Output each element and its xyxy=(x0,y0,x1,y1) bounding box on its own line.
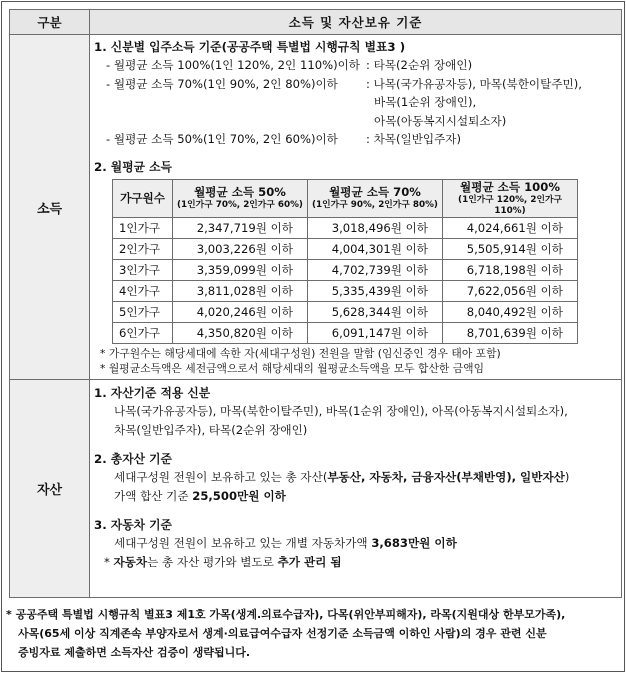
income-criteria-group-line: : 나목(국가유공자등), 마목(북한이탈주민), xyxy=(366,76,582,91)
income-note: * 월평균소득액은 세전금액으로서 해당세대의 월평균소득액을 모두 합산한 금액임 xyxy=(100,361,485,375)
income-table-header-sublabel: (1인가구 70%, 2인가구 60%) xyxy=(177,200,303,210)
income-criteria-group-line: : 타목(2순위 장애인) xyxy=(366,58,473,72)
household-size-cell: 2인가구 xyxy=(113,238,173,259)
income-category: 소득 xyxy=(10,35,90,380)
income-criteria-groups xyxy=(366,75,582,131)
income-limit-cell: 3,811,028원 이하 xyxy=(173,280,308,301)
asset-content xyxy=(90,380,622,598)
income-limit-cell: 3,003,226원 이하 xyxy=(173,238,308,259)
household-size-cell: 4인가구 xyxy=(113,280,173,301)
income-limit-cell: 5,505,914원 이하 xyxy=(443,238,578,259)
asset-section2-title: 2. 총자산 기준 xyxy=(94,452,172,466)
income-table-header-label: 가구원수 xyxy=(120,190,165,205)
income-limit-cell: 4,350,820원 이하 xyxy=(173,322,308,343)
income-limit-cell: 4,004,301원 이하 xyxy=(308,238,443,259)
criteria-table xyxy=(9,9,622,598)
income-limit-cell: 8,701,639원 이하 xyxy=(443,322,578,343)
income-table-header-sublabel: (1인가구 90%, 2인가구 80%) xyxy=(312,200,438,210)
income-limit-cell: 4,024,661원 이하 xyxy=(443,217,578,238)
income-criteria-row xyxy=(94,75,615,131)
document-page xyxy=(1,1,625,672)
income-criteria-groups xyxy=(366,56,472,75)
income-limit-cell: 3,359,099원 이하 xyxy=(173,259,308,280)
asset-s2-line2: 가액 합산 기준 25,500만원 이하 xyxy=(114,488,286,503)
asset-s3-note: * 자동차는 총 자산 평가와 별도로 추가 관리 됨 xyxy=(104,554,342,569)
income-criteria-group-line: 바목(1순위 장애인), xyxy=(374,95,477,109)
income-criteria-threshold: - 월평균 소득 70%(1인 90%, 2인 80%)이하 xyxy=(106,76,338,91)
table-row xyxy=(113,280,578,301)
income-table-header-label: 월평균 소득 100% xyxy=(460,179,560,194)
income-criteria-list xyxy=(94,56,615,149)
income-note: * 가구원수는 해당세대에 속한 자(세대구성원) 전원을 말함 (임신중인 경우 태아 포함) xyxy=(100,346,501,360)
income-table-header xyxy=(113,179,173,217)
income-section1-title: 1. 신분별 입주소득 기준(공공주택 특별법 시행규칙 별표3 ) xyxy=(94,40,406,54)
income-limit-cell: 5,335,439원 이하 xyxy=(308,280,443,301)
income-table-header xyxy=(443,179,578,217)
income-limit-cell: 6,091,147원 이하 xyxy=(308,322,443,343)
household-size-cell: 6인가구 xyxy=(113,322,173,343)
asset-s3-line1: 세대구성원 전원이 보유하고 있는 개별 자동차가액 3,683만원 이하 xyxy=(114,536,457,550)
income-table-header-label: 월평균 소득 50% xyxy=(194,185,286,199)
table-row xyxy=(113,217,578,238)
income-criteria-group-line: 아목(아동복지시설퇴소자) xyxy=(374,113,507,128)
table-row xyxy=(113,238,578,259)
income-limit-cell: 2,347,719원 이하 xyxy=(173,217,308,238)
asset-s1-line: 나목(국가유공자등), 마목(북한이탈주민), 바목(1순위 장애인), 아목(아동복지시설퇴소자), xyxy=(114,404,568,418)
income-limit-cell: 7,622,056원 이하 xyxy=(443,280,578,301)
income-limit-cell: 5,628,344원 이하 xyxy=(308,301,443,322)
footer-line: 사목(65세 이상 직계존속 부양자로서 생계·의료급여수급자 선정기준 소득금액 이하인 사람)의 경우 관련 신분 xyxy=(18,627,547,640)
income-table-header-label: 월평균 소득 70% xyxy=(329,185,421,199)
asset-s1-line: 차목(일반입주자), 타목(2순위 장애인) xyxy=(114,422,308,437)
income-criteria-groups xyxy=(366,130,461,149)
asset-s2-line1: 세대구성원 전원이 보유하고 있는 총 자산(부동산, 자동차, 금융자산(부채반영), 일반자산) xyxy=(114,470,570,484)
footer-note xyxy=(6,605,620,662)
income-criteria-row xyxy=(94,130,615,149)
income-criteria-group-line: : 차목(일반입주자) xyxy=(366,132,462,146)
table-row xyxy=(113,259,578,280)
income-limit-cell: 6,718,198원 이하 xyxy=(443,259,578,280)
income-table-header-sublabel: (1인가구 120%, 2인가구 110%) xyxy=(458,194,562,216)
income-limit-cell: 4,020,246원 이하 xyxy=(173,301,308,322)
income-notes xyxy=(94,346,615,376)
footer-line: * 공공주택 특별법 시행규칙 별표3 제1호 가목(생계.의료수급자), 다목(위안부피해자), 라목(지원대상 한부모가족), xyxy=(6,608,566,621)
asset-category: 자산 xyxy=(10,380,90,598)
income-content xyxy=(90,35,622,380)
asset-section1-title: 1. 자산기준 적용 신분 xyxy=(94,386,211,400)
household-size-cell: 5인가구 xyxy=(113,301,173,322)
household-size-cell: 3인가구 xyxy=(113,259,173,280)
footer-line: 증빙자료 제출하면 소득자산 검증이 생략됩니다. xyxy=(18,646,251,659)
income-limit-cell: 4,702,739원 이하 xyxy=(308,259,443,280)
income-table-header xyxy=(173,179,308,217)
header-criteria: 소득 및 자산보유 기준 xyxy=(90,10,622,35)
asset-section3-title: 3. 자동차 기준 xyxy=(94,518,172,532)
income-table-header xyxy=(308,179,443,217)
income-limit-cell: 8,040,492원 이하 xyxy=(443,301,578,322)
income-criteria-threshold: - 월평균 소득 50%(1인 70%, 2인 60%)이하 xyxy=(106,132,338,146)
household-size-cell: 1인가구 xyxy=(113,217,173,238)
table-row xyxy=(113,322,578,343)
monthly-income-table xyxy=(112,179,578,344)
income-section2-title: 2. 월평균 소득 xyxy=(94,159,172,174)
income-criteria-threshold: - 월평균 소득 100%(1인 120%, 2인 110%)이하 xyxy=(106,58,361,72)
table-row xyxy=(113,301,578,322)
income-limit-cell: 3,018,496원 이하 xyxy=(308,217,443,238)
income-criteria-row xyxy=(94,56,615,75)
header-category: 구분 xyxy=(10,10,90,35)
